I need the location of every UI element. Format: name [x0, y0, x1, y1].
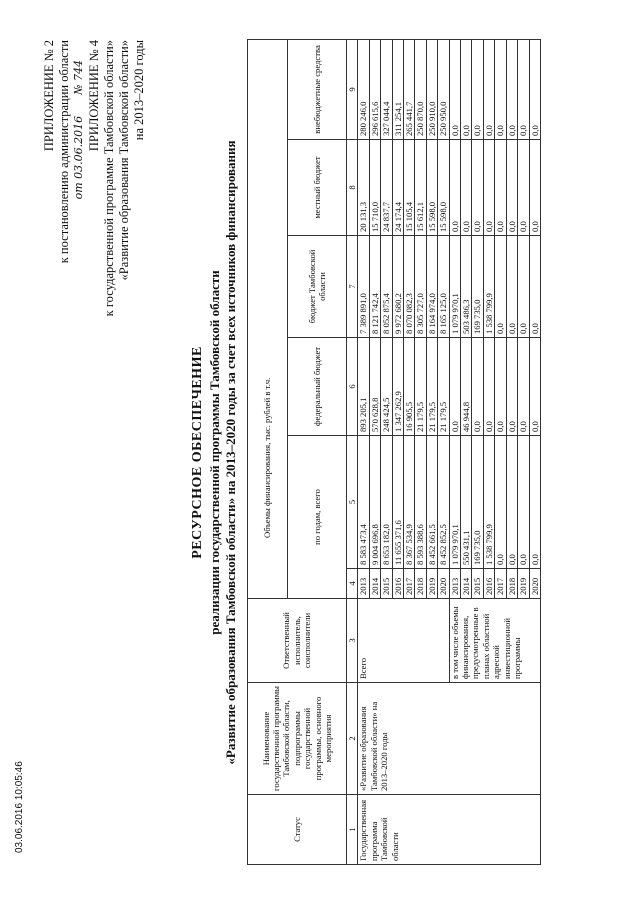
cell-line: программы	[512, 637, 523, 679]
table-cell: 0,0	[506, 436, 517, 569]
table-cell: 0,0	[472, 140, 483, 236]
table-cell: 8 070 082,3	[404, 236, 415, 338]
table-cell: 0,0	[506, 39, 517, 139]
all-label-cell: Всего	[358, 599, 449, 683]
table-cell: 8 052 875,4	[381, 236, 392, 338]
table-cell: 2017	[404, 569, 415, 599]
cell-line: Тамбовской	[379, 817, 390, 861]
table-cell: 0,0	[449, 140, 460, 236]
table-cell: 15 598,0	[438, 140, 449, 236]
table-cell: 169 735,0	[472, 436, 483, 569]
header-volumes: Объемы финансирования, тыс. рублей в т.ч.	[248, 39, 288, 598]
colnum: 3	[347, 599, 358, 683]
cell-line: Государственная	[358, 799, 369, 861]
table-cell: 8 367 534,9	[404, 436, 415, 569]
status-cell	[358, 795, 541, 865]
header-extra: внебюджетные средства	[288, 39, 347, 139]
table-cell: 0,0	[506, 140, 517, 236]
table-cell: 0,0	[449, 338, 460, 436]
header-name: Наименование государственной программы Тамбовской области, подпрограммы государственной программы, основного мероприятия	[248, 683, 347, 795]
cell-line: программа	[368, 821, 379, 861]
table-cell: 2014	[461, 569, 472, 599]
table-cell: 46 944,8	[461, 338, 472, 436]
table-cell: 0,0	[495, 39, 506, 139]
colnum: 2	[347, 683, 358, 795]
table-cell: 21 179,5	[438, 338, 449, 436]
table-cell: 2015	[381, 569, 392, 599]
table-cell: 1 538 799,9	[483, 436, 494, 569]
table-cell: 503 486,3	[461, 236, 472, 338]
appendix-2-decree: к постановлению администрации области	[57, 40, 71, 264]
table-cell: 550 431,1	[461, 436, 472, 569]
table-cell: 265 441,7	[404, 39, 415, 139]
table-cell: 0,0	[495, 338, 506, 436]
table-cell: 8 452 661,5	[426, 436, 437, 569]
table-cell: 2019	[426, 569, 437, 599]
table-cell: 15 105,4	[404, 140, 415, 236]
table-cell: 0,0	[518, 39, 529, 139]
table-cell: 20 131,3	[358, 140, 369, 236]
table-cell: 24 174,4	[392, 140, 403, 236]
table-cell: 11 655 371,6	[392, 436, 403, 569]
table-cell: 9 004 696,8	[369, 436, 380, 569]
table-cell: 8 583 473,4	[358, 436, 369, 569]
table-cell: 0,0	[529, 236, 540, 338]
table-row	[358, 39, 369, 864]
appendix-4-program: к государственной программе Тамбовской области»	[102, 40, 116, 317]
colnum: 5	[347, 436, 358, 569]
table-cell: 2019	[518, 569, 529, 599]
table-cell: 8 165 125,0	[438, 236, 449, 338]
table-cell: 8 653 182,0	[381, 436, 392, 569]
table-cell: 2016	[392, 569, 403, 599]
appendix-4-years: на 2013–2020 годы	[132, 40, 146, 141]
table-cell: 169 735,0	[472, 236, 483, 338]
header-local: местный бюджет	[288, 140, 347, 236]
table-cell: 0,0	[518, 338, 529, 436]
table-cell: 8 452 852,5	[438, 436, 449, 569]
table-cell: 2020	[529, 569, 540, 599]
table-cell: 0,0	[472, 39, 483, 139]
table-cell: 0,0	[518, 436, 529, 569]
header-regional: бюджет Тамбовской области	[288, 236, 347, 338]
table-cell: 570 628,8	[369, 338, 380, 436]
table-cell: 0,0	[529, 39, 540, 139]
sub-label-cell	[449, 599, 540, 683]
table-cell: 8 121 742,4	[369, 236, 380, 338]
table-cell: 0,0	[461, 140, 472, 236]
header-executor: Ответственный исполнитель, соисполнители	[248, 599, 347, 683]
colnum: 8	[347, 140, 358, 236]
cell-line: инвестиционной	[501, 618, 512, 679]
table-cell: 16 905,5	[404, 338, 415, 436]
table-cell: 0,0	[518, 236, 529, 338]
table-cell: 0,0	[495, 436, 506, 569]
table-cell: 0,0	[529, 436, 540, 569]
table-cell: 2013	[358, 569, 369, 599]
table-body	[358, 39, 541, 864]
print-timestamp: 03.06.2016 10:05:46	[14, 761, 25, 853]
appendix-4-program-name: «Развитие образования Тамбовской области»	[117, 40, 131, 281]
table-cell: 21 179,5	[415, 338, 426, 436]
table-cell: 1 538 799,9	[483, 236, 494, 338]
table-cell: 2017	[495, 569, 506, 599]
header-federal: федеральный бюджет	[288, 338, 347, 436]
cell-line: планах областной	[480, 613, 491, 679]
table-cell: 8 593 388,6	[415, 436, 426, 569]
table-cell: 280 246,0	[358, 39, 369, 139]
cell-line: «Развитие образования	[358, 706, 369, 791]
table-cell: 15 598,0	[426, 140, 437, 236]
handwritten-date: от 03.06.2016	[72, 115, 85, 200]
appendix-handwritten-date	[72, 60, 86, 199]
table-cell: 24 837,7	[381, 140, 392, 236]
table-cell: 7 389 891,0	[358, 236, 369, 338]
table-cell: 2014	[369, 569, 380, 599]
cell-line: области	[389, 832, 400, 861]
table-cell: 0,0	[529, 140, 540, 236]
colnum: 6	[347, 338, 358, 436]
table-cell: 0,0	[461, 39, 472, 139]
cell-line: адресной	[491, 645, 502, 679]
table-cell: 250 870,0	[415, 39, 426, 139]
table-cell: 0,0	[506, 338, 517, 436]
colnum: 1	[347, 795, 358, 865]
cell-line: 2013–2020 годы	[379, 732, 390, 791]
table-cell: 0,0	[495, 236, 506, 338]
table-cell: 250 950,0	[438, 39, 449, 139]
colnum: 9	[347, 39, 358, 139]
table-cell: 15 612,1	[415, 140, 426, 236]
table-cell: 21 179,5	[426, 338, 437, 436]
table-cell: 0,0	[529, 338, 540, 436]
table-cell: 9 972 680,2	[392, 236, 403, 338]
appendix-2-label: ПРИЛОЖЕНИЕ № 2	[42, 40, 56, 152]
table-cell: 2015	[472, 569, 483, 599]
table-cell: 250 910,0	[426, 39, 437, 139]
cell-line: в том числе объемы	[449, 606, 460, 679]
table-cell: 0,0	[483, 338, 494, 436]
program-name-cell	[358, 683, 541, 795]
table-cell: 296 615,6	[369, 39, 380, 139]
header-by-year: по годам, всего	[288, 436, 347, 599]
table-cell: 2013	[449, 569, 460, 599]
table-cell: 8 305 727,0	[415, 236, 426, 338]
header-status: Статус	[248, 795, 347, 865]
appendix-4-label: ПРИЛОЖЕНИЕ № 4	[87, 40, 101, 152]
handwritten-number: № 744	[72, 60, 85, 95]
table-cell: 311 254,1	[392, 39, 403, 139]
table-cell: 248 424,5	[381, 338, 392, 436]
table-cell: 1 079 970,1	[449, 236, 460, 338]
table-cell: 0,0	[518, 140, 529, 236]
table-cell: 893 205,1	[358, 338, 369, 436]
colnum: 7	[347, 236, 358, 338]
column-numbers-row	[347, 39, 358, 864]
table-cell: 1 347 262,9	[392, 338, 403, 436]
table-cell: 0,0	[472, 338, 483, 436]
resource-table	[247, 39, 541, 865]
colnum: 4	[347, 569, 358, 599]
page-subtitle-2: «Развитие образования Тамбовской области» на 2013–2020 годы за счет всех источников финансирования	[223, 140, 238, 765]
cell-line: предусмотренные в	[470, 607, 481, 679]
table-cell: 2018	[506, 569, 517, 599]
table-cell: 1 079 970,1	[449, 436, 460, 569]
table-cell: 0,0	[506, 236, 517, 338]
table-cell: 2018	[415, 569, 426, 599]
table-cell: 15 710,0	[369, 140, 380, 236]
table-cell: 0,0	[483, 39, 494, 139]
cell-line: Тамбовской области» на	[368, 701, 379, 791]
page-title: РЕСУРСНОЕ ОБЕСПЕЧЕНИЕ	[190, 346, 205, 559]
table-cell: 327 044,4	[381, 39, 392, 139]
table-cell: 0,0	[483, 140, 494, 236]
table-cell: 2020	[438, 569, 449, 599]
table-cell: 0,0	[495, 140, 506, 236]
table-cell: 8 164 974,0	[426, 236, 437, 338]
table-cell: 2016	[483, 569, 494, 599]
cell-line: финансирования,	[460, 615, 471, 679]
page-subtitle-1: реализации государственной программы Тамбовской области	[207, 270, 222, 635]
table-cell: 0,0	[449, 39, 460, 139]
